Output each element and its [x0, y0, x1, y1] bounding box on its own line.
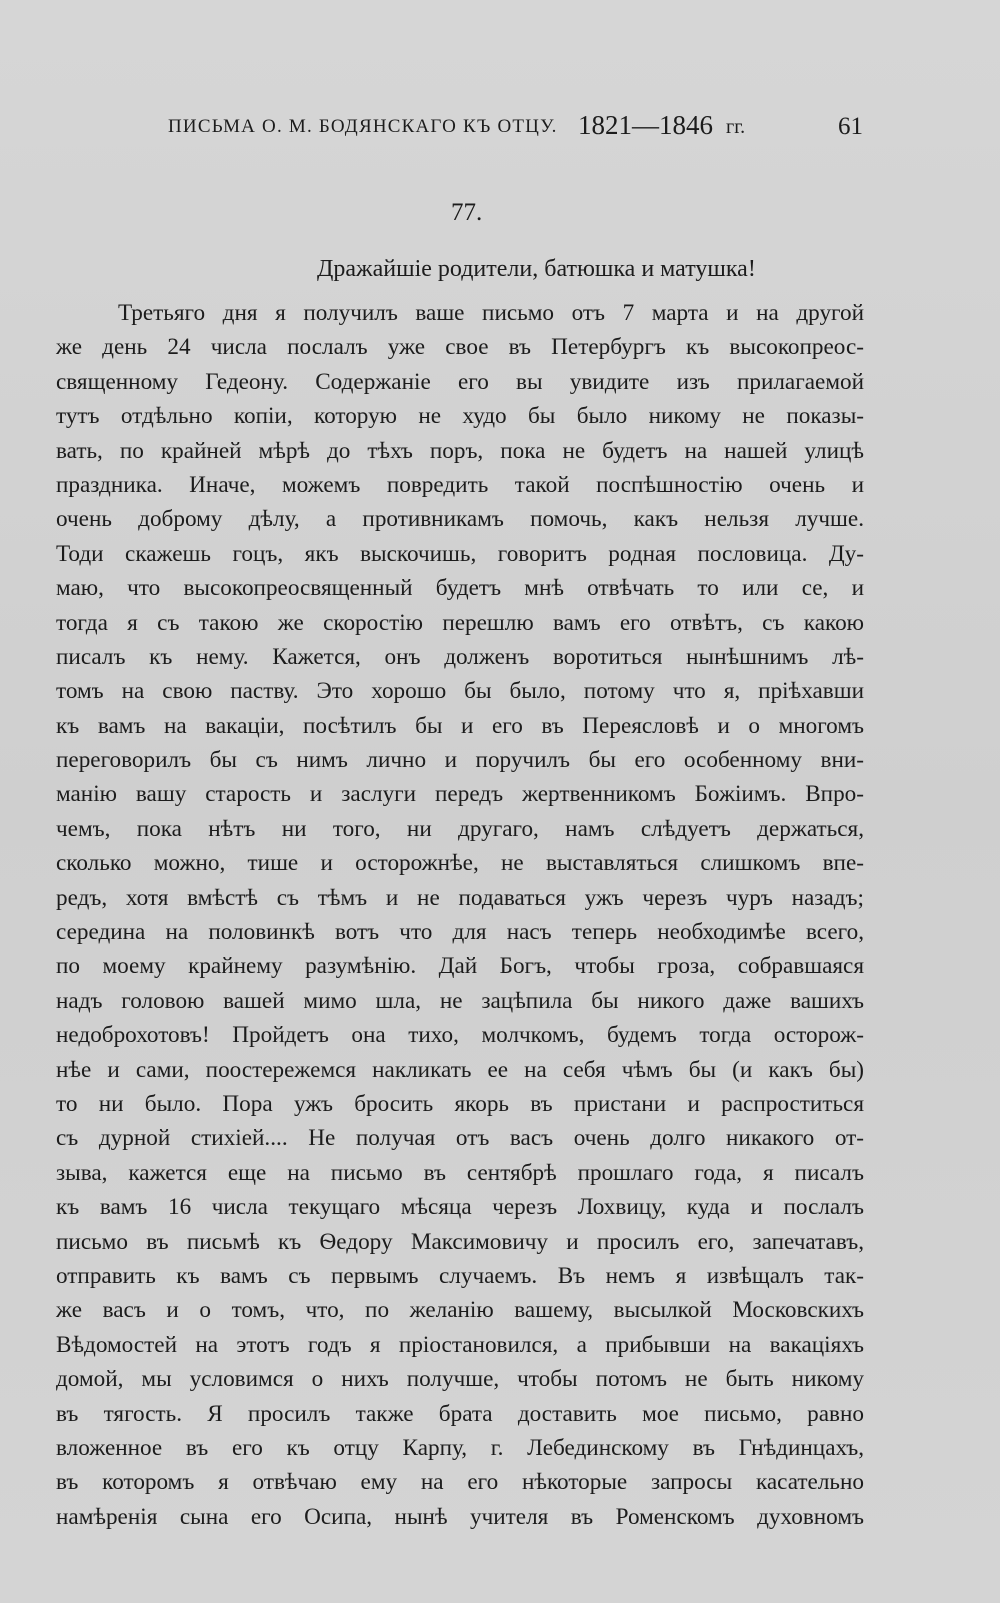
- body-line: очень доброму дѣлу, а противникамъ помочь, какъ нельзя лучше.: [56, 506, 864, 533]
- body-line: по моему крайнему разумѣнію. Дай Богъ, чтобы гроза, собравшаяся: [56, 953, 864, 980]
- body-line: намѣренія сына его Осипа, нынѣ учителя въ Роменскомъ духовномъ: [56, 1503, 864, 1530]
- body-line: же васъ и о томъ, что, по желанію вашему, высылкой Московскихъ: [56, 1297, 864, 1324]
- running-header-years-suffix: гг.: [726, 116, 746, 138]
- body-line: переговорилъ бы съ нимъ лично и поручилъ бы его особенному вни-: [56, 747, 864, 774]
- body-line: писалъ къ нему. Кажется, онъ долженъ воротиться нынѣшнимъ лѣ-: [56, 643, 864, 670]
- body-line: то ни было. Пора ужъ бросить якорь въ пристани и распроститься: [56, 1090, 864, 1117]
- body-line: священному Гедеону. Содержаніе его вы увидите изъ прилагаемой: [56, 368, 864, 395]
- body-line: надъ головою вашей мимо шла, не зацѣпила бы никого даже вашихъ: [56, 987, 864, 1014]
- running-header-years: 1821—1846: [578, 110, 713, 140]
- body-line: редъ, хотя вмѣстѣ съ тѣмъ и не подаваться ужъ черезъ чуръ назадъ;: [56, 884, 864, 911]
- page-number: 61: [838, 113, 863, 140]
- body-line: въ которомъ я отвѣчаю ему на его нѣкоторые запросы касательно: [56, 1469, 864, 1496]
- body-line: тутъ отдѣльно копіи, которую не худо бы было никому не показы-: [56, 403, 864, 430]
- body-line: тогда я съ такою же скоростію перешлю вамъ его отвѣтъ, съ какою: [56, 609, 864, 636]
- body-line: нѣе и сами, поостережемся накликать ее на себя чѣмъ бы (и какъ бы): [56, 1056, 864, 1083]
- body-line: съ дурной стихіей.... Не получая отъ васъ очень долго никакого от-: [56, 1125, 864, 1152]
- body-line: праздника. Иначе, можемъ повредить такой поспѣшностію очень и: [56, 471, 864, 498]
- body-line: домой, мы условимся о нихъ получше, чтобы потомъ не быть никому: [56, 1366, 864, 1393]
- body-line: къ вамъ 16 числа текущаго мѣсяца черезъ Лохвицу, куда и послалъ: [56, 1194, 864, 1221]
- body-line: Тоди скажешь гоцъ, якъ выскочишь, говоритъ родная пословица. Ду-: [56, 540, 864, 567]
- body-line: манію вашу старость и заслуги передъ жертвенникомъ Божіимъ. Впро-: [56, 781, 864, 808]
- body-line: письмо въ письмѣ къ Ѳедору Максимовичу и просилъ его, запечатавъ,: [56, 1228, 864, 1255]
- body-line: томъ на свою паству. Это хорошо бы было, потому что я, пріѣхавши: [56, 678, 864, 705]
- running-header: [168, 110, 868, 146]
- body-line: Третьяго дня я получилъ ваше письмо отъ 7 марта и на другой: [118, 300, 864, 326]
- body-line: вложенное въ его къ отцу Карпу, г. Лебединскому въ Гнѣдинцахъ,: [56, 1434, 864, 1461]
- body-line: же день 24 числа послалъ уже свое въ Петербургъ къ высокопреос-: [56, 334, 864, 361]
- body-line: маю, что высокопреосвященный будетъ мнѣ отвѣчать то или се, и: [56, 575, 864, 602]
- body-line: къ вамъ на вакаціи, посѣтилъ бы и его въ Переясловѣ и о многомъ: [56, 712, 864, 739]
- body-line: чемъ, пока нѣтъ ни того, ни другаго, намъ слѣдуетъ держаться,: [56, 815, 864, 842]
- letter-number: 77.: [451, 199, 483, 226]
- body-line: отправить къ вамъ съ первымъ случаемъ. Въ немъ я извѣщалъ так-: [56, 1262, 864, 1289]
- letter-body: [56, 296, 864, 1534]
- body-line: Вѣдомостей на этотъ годъ я пріостановился, а прибывши на вакаціяхъ: [56, 1331, 864, 1358]
- body-line: сколько можно, тише и осторожнѣе, не выставляться слишкомъ впе-: [56, 850, 864, 877]
- body-line: вать, по крайней мѣрѣ до тѣхъ поръ, пока не будетъ на нашей улицѣ: [56, 437, 864, 464]
- body-line: зыва, кажется еще на письмо въ сентябрѣ прошлаго года, я писалъ: [56, 1159, 864, 1186]
- body-line: въ тягость. Я просилъ также брата доставить мое письмо, равно: [56, 1400, 864, 1427]
- body-line: недоброхотовъ! Пройдетъ она тихо, молчкомъ, будемъ тогда осторож-: [56, 1022, 864, 1049]
- running-header-title: ПИСЬМА О. М. БОДЯНСКАГО КЪ ОТЦУ.: [168, 116, 558, 137]
- letter-salutation: Дражайшіе родители, батюшка и матушка!: [317, 256, 756, 282]
- body-line: середина на половинкѣ вотъ что для насъ теперь необходимѣе всего,: [56, 919, 864, 946]
